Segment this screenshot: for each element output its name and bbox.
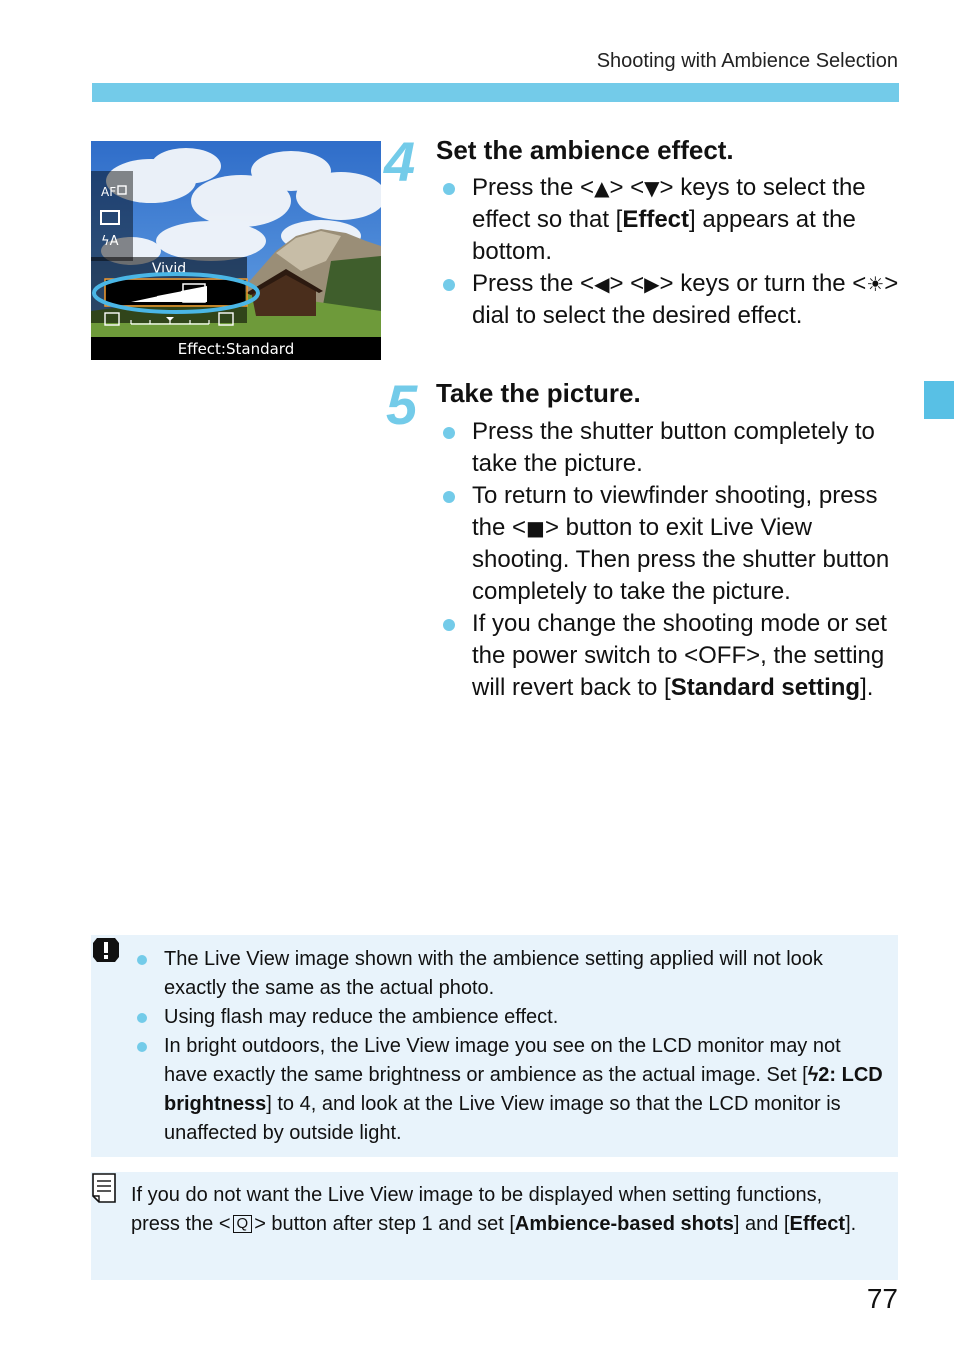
page-number: 77	[866, 1283, 898, 1314]
bullet-icon	[443, 491, 455, 503]
note-text: If you do not want the Live View image to be displayed when setting functions, press the < Q > button after step 1 and set [Ambience-based shots] and [Effect].	[131, 1184, 857, 1235]
step-4-bullets	[436, 172, 906, 332]
caution-box	[91, 935, 898, 1157]
lcd-scene	[91, 141, 381, 360]
caution-list	[136, 945, 886, 1148]
q-button-icon: Q	[233, 1215, 253, 1233]
step-4-title: Set the ambience effect.	[436, 135, 734, 165]
step-5-bullets	[436, 416, 906, 704]
main-dial-icon: ☀	[866, 272, 885, 296]
list-item: To return to viewfinder shooting, press the <■> button to exit Live View shooting. Then press the shutter button completely to take the picture.	[436, 480, 906, 608]
header-rule	[92, 83, 899, 102]
live-view-button-icon: ■	[526, 516, 545, 540]
bullet-icon	[137, 1013, 147, 1023]
step-number-4: 4	[384, 130, 416, 193]
bullet-icon	[443, 279, 455, 291]
list-item: Press the shutter button completely to take the picture.	[436, 416, 906, 480]
up-arrow-icon: ▲	[594, 176, 610, 200]
caution-icon	[91, 935, 121, 965]
list-item: The Live View image shown with the ambience setting applied will not look exactly the same as the actual photo.	[136, 945, 886, 1003]
list-item: Press the <◀> <▶> keys or turn the <☀> dial to select the desired effect.	[436, 268, 906, 332]
list-item: Using flash may reduce the ambience effect.	[136, 1003, 886, 1032]
slider-label: Vivid	[151, 261, 187, 277]
effect-status-label: Effect:Standard	[177, 340, 295, 358]
flash-icon: ϟA	[101, 234, 119, 249]
down-arrow-icon: ▼	[644, 176, 660, 200]
list-item: If you change the shooting mode or set the power switch to <OFF>, the setting will revert back to [Standard setting].	[436, 608, 906, 704]
lcd-screen-illustration	[91, 141, 381, 360]
step-5-title: Take the picture.	[436, 378, 641, 408]
note-box	[91, 1172, 898, 1280]
left-arrow-icon: ◀	[594, 272, 610, 296]
off-switch-label: OFF	[698, 642, 747, 669]
bullet-icon	[443, 183, 455, 195]
bullet-icon	[137, 955, 147, 965]
memo-icon	[91, 1172, 117, 1204]
right-arrow-icon: ▶	[644, 272, 660, 296]
bullet-icon	[443, 619, 455, 631]
running-header: Shooting with Ambience Selection	[596, 50, 898, 72]
chapter-tab	[924, 381, 954, 419]
bullet-icon	[443, 427, 455, 439]
bullet-icon	[137, 1042, 147, 1052]
list-item: Press the <▲> <▼> keys to select the effect so that [Effect] appears at the bottom.	[436, 172, 906, 268]
af-mode-label: AF	[101, 185, 117, 199]
list-item: In bright outdoors, the Live View image you see on the LCD monitor may not have exactly the same brightness or ambience as the actual image. Set [ϟ2: LCD brightness] to 4, and look at the Live View image so that the LCD monitor is unaffected by outside light.	[136, 1032, 886, 1148]
step-number-5: 5	[386, 373, 418, 436]
